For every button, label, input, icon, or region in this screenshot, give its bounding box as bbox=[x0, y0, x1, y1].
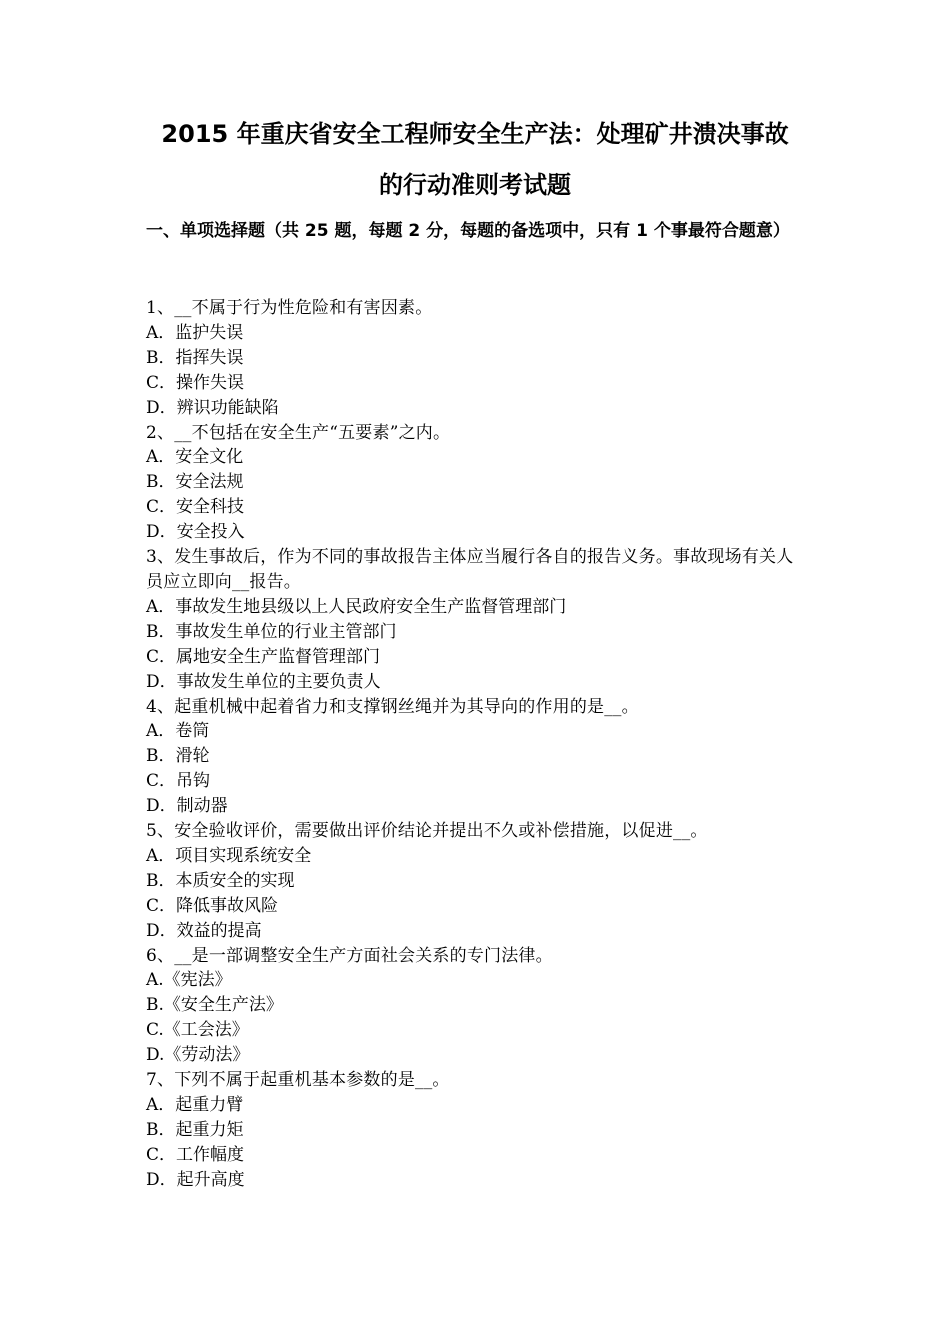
question-list bbox=[146, 296, 810, 1193]
question-stem: 7、下列不属于起重机基本参数的是__。 bbox=[146, 1070, 450, 1091]
question-option: A．起重力臂 bbox=[146, 1095, 244, 1115]
question-stem: 1、__不属于行为性危险和有害因素。 bbox=[146, 298, 433, 318]
document-title-line-1: 2015 年重庆省安全工程师安全生产法：处理矿井溃决事故 bbox=[161, 120, 789, 148]
question-2 bbox=[146, 421, 810, 546]
question-option: B.《安全生产法》 bbox=[146, 995, 283, 1016]
section-heading: 一、单项选择题（共 25 题，每题 2 分，每题的备选项中，只有 1 个事最符合题意） bbox=[146, 221, 790, 241]
question-stem: 4、起重机械中起着省力和支撑钢丝绳并为其导向的作用的是__。 bbox=[146, 696, 639, 717]
question-option: B．滑轮 bbox=[146, 746, 210, 767]
question-option: A．监护失误 bbox=[146, 322, 244, 343]
question-option: B．安全法规 bbox=[146, 472, 244, 493]
question-option: C．降低事故风险 bbox=[146, 895, 279, 916]
question-option: B．指挥失误 bbox=[146, 347, 244, 368]
question-option: B．事故发生单位的行业主管部门 bbox=[146, 621, 397, 642]
question-option: C．吊钩 bbox=[146, 771, 211, 792]
question-stem: 5、安全验收评价，需要做出评价结论并提出不久或补偿措施，以促进__。 bbox=[146, 821, 708, 842]
question-option: C．操作失误 bbox=[146, 372, 245, 393]
question-5 bbox=[146, 819, 810, 944]
question-3 bbox=[146, 545, 810, 694]
question-6 bbox=[146, 944, 810, 1069]
question-1 bbox=[146, 296, 810, 421]
question-option: D．安全投入 bbox=[146, 522, 245, 543]
question-option: C．工作幅度 bbox=[146, 1144, 245, 1165]
question-7 bbox=[146, 1068, 810, 1193]
question-option: A．事故发生地县级以上人民政府安全生产监督管理部门 bbox=[146, 596, 567, 617]
question-option: D．起升高度 bbox=[146, 1169, 245, 1190]
document-title-line-2: 的行动准则考试题 bbox=[379, 171, 571, 199]
question-option: A．项目实现系统安全 bbox=[146, 845, 312, 866]
question-option: B．起重力矩 bbox=[146, 1119, 244, 1140]
question-option: D．效益的提高 bbox=[146, 920, 262, 941]
question-option: D．辨识功能缺陷 bbox=[146, 397, 279, 418]
question-option: A.《宪法》 bbox=[146, 970, 232, 991]
question-option: B．本质安全的实现 bbox=[146, 870, 295, 891]
question-option: D．制动器 bbox=[146, 796, 228, 817]
question-option: C.《工会法》 bbox=[146, 1020, 249, 1041]
question-option: A．安全文化 bbox=[146, 447, 244, 468]
question-option: D.《劳动法》 bbox=[146, 1045, 250, 1066]
question-option: A．卷筒 bbox=[146, 721, 210, 742]
question-stem: 2、__不包括在安全生产“五要素”之内。 bbox=[146, 422, 451, 443]
question-stem: 3、发生事故后，作为不同的事故报告主体应当履行各自的报告义务。事故现场有关人员应立即向__报告。 bbox=[146, 547, 794, 592]
question-option: D．事故发生单位的主要负责人 bbox=[146, 671, 381, 692]
question-4 bbox=[146, 695, 810, 820]
question-stem: 6、__是一部调整安全生产方面社会关系的专门法律。 bbox=[146, 945, 553, 966]
question-option: C．安全科技 bbox=[146, 497, 245, 518]
question-option: C．属地安全生产监督管理部门 bbox=[146, 646, 381, 667]
